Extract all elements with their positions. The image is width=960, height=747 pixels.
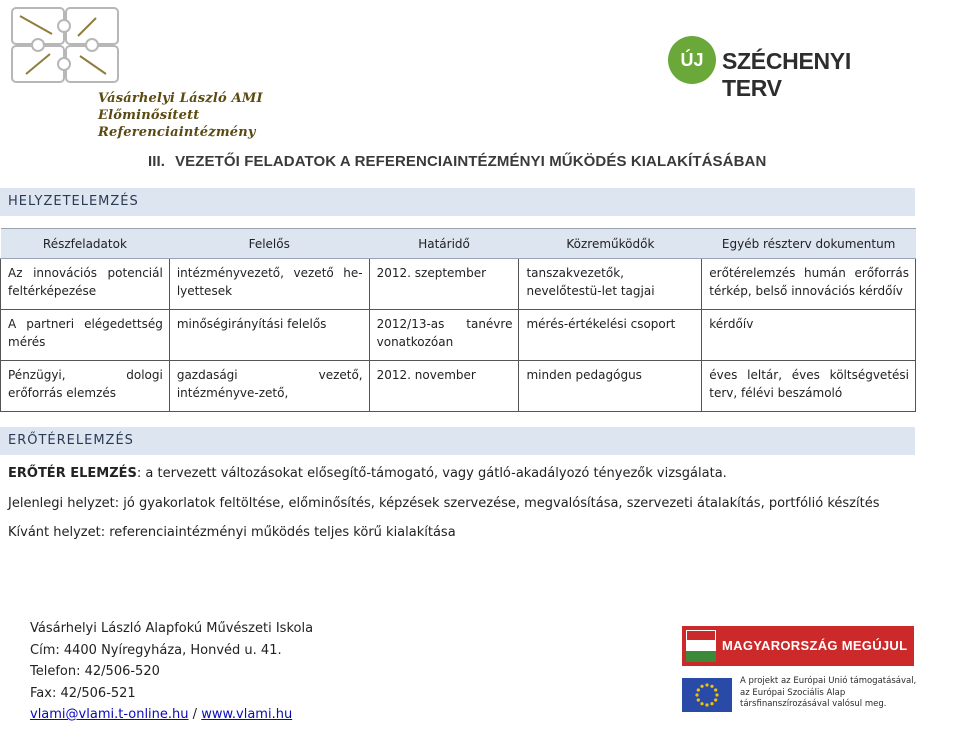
footer-contact [30,618,313,726]
footer-school: Vásárhelyi László Alapfokú Művészeti Iskola [30,621,314,636]
table-row [1,259,916,310]
eu-logo-text [740,676,916,711]
logo-line-1: Vásárhelyi László AMI [98,91,263,106]
eu-logo [682,676,922,716]
institution-logo [6,4,336,140]
eu-flag-icon [682,678,732,712]
eu-text-line-1: A projekt az Európai Unió támogatásával, [740,676,917,686]
table-header-row [1,229,916,259]
hu-logo-band [682,626,914,666]
paragraph-current-state: Jelenlegi helyzet: jó gyakorlatok feltöltése, előminősítés, képzések szervezése, megvalósítása, szervezeti átalakítás, portfólió készítés [8,496,880,511]
table-cell: erőtérelemzés humán erőforrás térkép, belső innovációs kérdőív [702,259,916,310]
footer-phone: Telefon: 42/506-520 [30,664,160,679]
table-cell: minden pedagógus [519,361,702,412]
title-text: VEZETŐI FELADATOK A REFERENCIAINTÉZMÉNYI MŰKÖDÉS KIALAKÍTÁSÁBAN [175,153,767,170]
table-header-cell: Egyéb részterv dokumentum [702,229,916,259]
table-cell: mérés-értékelési csoport [519,310,702,361]
paragraph-bold-term: ERŐTÉR ELEMZÉS [8,466,137,481]
table-cell: kérdőív [702,310,916,361]
task-table [0,228,916,412]
table-row [1,361,916,412]
email-link[interactable]: vlami@vlami.t-online.hu [30,707,189,722]
table-row [1,310,916,361]
table-cell: 2012/13-as tanévre vonatkozóan [369,310,519,361]
paragraph-erotelemzes [8,466,727,481]
table-cell: intézményvezető, vezető he-lyettesek [169,259,369,310]
hu-logo-text: MAGYARORSZÁG MEGÚJUL [722,638,908,653]
table-cell: 2012. november [369,361,519,412]
eu-text-line-2: az Európai Szociális Alap [740,687,846,698]
hungarian-flag-icon [686,630,716,662]
eu-text-line-3: társfinanszírozásával valósul meg. [740,699,887,709]
table-cell: 2012. szeptember [369,259,519,310]
link-separator: / [192,707,198,722]
logo-line-2: Előminősített Referenciaintézmény [98,108,256,140]
title-numeral: III. [148,153,166,170]
table-header-cell: Közreműködők [519,229,702,259]
table-header-cell: Részfeladatok [1,229,170,259]
paragraph-desired-state: Kívánt helyzet: referenciaintézményi működés teljes körű kialakítása [8,525,456,540]
table-cell: A partneri elégedettség mérés [1,310,170,361]
section-helyzetelemzes: HELYZETELEMZÉS [0,188,915,216]
table-cell: Pénzügyi, dologi erőforrás elemzés [1,361,170,412]
table-cell: tanszakvezetők, nevelőtestü-let tagjai [519,259,702,310]
footer-links [30,704,313,726]
footer-fax: Fax: 42/506-521 [30,685,136,701]
table-cell: gazdasági vezető, intézményve-zető, [169,361,369,412]
szechenyi-text: SZÉCHENYI TERV [722,48,851,101]
table-header-cell: Határidő [369,229,519,259]
table-cell: Az innovációs potenciál feltérképezése [1,259,170,310]
section-erotelemzes: ERŐTÉRELEMZÉS [0,427,915,455]
paragraph-text: : a tervezett változásokat elősegítő-támogató, vagy gátló-akadályozó tényezők vizsgálata. [136,466,727,481]
page-title [148,153,766,170]
table-cell: éves leltár, éves költségvetési terv, félévi beszámoló [702,361,916,412]
szechenyi-logo [664,30,914,101]
puzzle-icon [6,4,128,88]
table-cell: minőségirányítási felelős [169,310,369,361]
institution-logo-text [98,90,336,141]
magyarorszag-megujul-logo [682,626,914,668]
uj-badge: ÚJ [668,36,716,84]
website-link[interactable]: www.vlami.hu [201,707,293,722]
table-header-cell: Felelős [169,229,369,259]
footer-address: Cím: 4400 Nyíregyháza, Honvéd u. 41. [30,642,282,658]
